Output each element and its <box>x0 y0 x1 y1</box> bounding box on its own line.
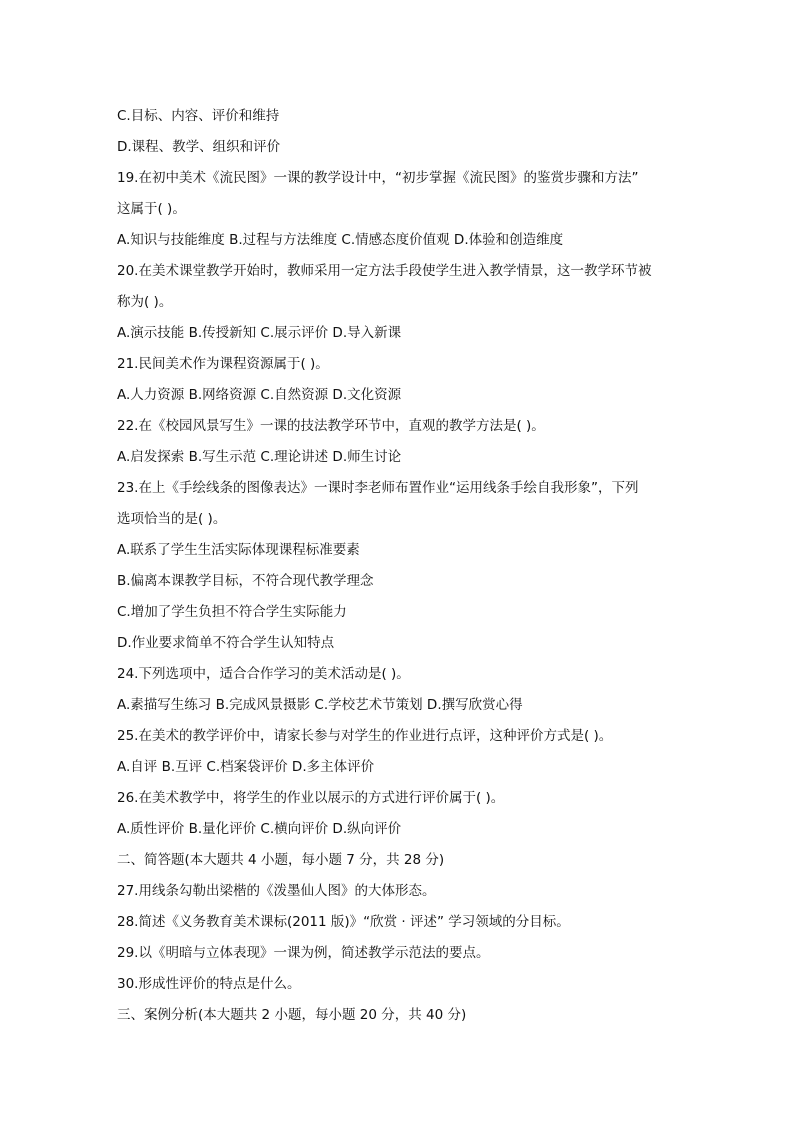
question-23-stem-cont: 选项恰当的是( )。 <box>117 511 227 527</box>
question-23-stem: 23.在上《手绘线条的图像表达》一课时李老师布置作业“运用线条手绘自我形象”，下列 <box>117 480 639 496</box>
question-30: 30.形成性评价的特点是什么。 <box>117 976 301 992</box>
question-20-stem-cont: 称为( )。 <box>117 294 173 310</box>
option-d-line: D.课程、教学、组织和评价 <box>117 139 281 155</box>
section-3-heading: 三、案例分析(本大题共 2 小题，每小题 20 分，共 40 分) <box>117 1007 467 1023</box>
question-28: 28.简述《义务教育美术课标(2011 版)》“欣赏 · 评述” 学习领域的分目标。 <box>117 914 570 930</box>
question-29: 29.以《明暗与立体表现》一课为例，简述教学示范法的要点。 <box>117 945 490 961</box>
question-19-stem-cont: 这属于( )。 <box>117 201 186 217</box>
question-24-stem: 24.下列选项中，适合合作学习的美术活动是( )。 <box>117 666 410 682</box>
question-21-stem: 21.民间美术作为课程资源属于( )。 <box>117 356 329 372</box>
question-26-options: A.质性评价 B.量化评价 C.横向评价 D.纵向评价 <box>117 821 402 837</box>
question-22-options: A.启发探索 B.写生示范 C.理论讲述 D.师生讨论 <box>117 449 402 465</box>
question-25-stem: 25.在美术的教学评价中，请家长参与对学生的作业进行点评，这种评价方式是( )。 <box>117 728 613 744</box>
question-20-options: A.演示技能 B.传授新知 C.展示评价 D.导入新课 <box>117 325 402 341</box>
question-26-stem: 26.在美术教学中，将学生的作业以展示的方式进行评价属于( )。 <box>117 790 505 806</box>
page-content <box>117 101 687 1031</box>
question-23-option-c: C.增加了学生负担不符合学生实际能力 <box>117 604 347 620</box>
question-27: 27.用线条勾勒出梁楷的《泼墨仙人图》的大体形态。 <box>117 883 436 899</box>
question-19-stem: 19.在初中美术《流民图》一课的教学设计中，“初步掌握《流民图》的鉴赏步骤和方法” <box>117 170 639 186</box>
question-25-options: A.自评 B.互评 C.档案袋评价 D.多主体评价 <box>117 759 375 775</box>
section-2-heading: 二、简答题(本大题共 4 小题，每小题 7 分，共 28 分) <box>117 852 445 868</box>
question-23-option-b: B.偏离本课教学目标，不符合现代教学理念 <box>117 573 374 589</box>
question-21-options: A.人力资源 B.网络资源 C.自然资源 D.文化资源 <box>117 387 402 403</box>
question-22-stem: 22.在《校园风景写生》一课的技法教学环节中，直观的教学方法是( )。 <box>117 418 545 434</box>
question-20-stem: 20.在美术课堂教学开始时，教师采用一定方法手段使学生进入教学情景，这一教学环节被 <box>117 263 652 279</box>
option-c-line: C.目标、内容、评价和维持 <box>117 108 280 124</box>
question-24-options: A.素描写生练习 B.完成风景摄影 C.学校艺术节策划 D.撰写欣赏心得 <box>117 697 523 713</box>
question-23-option-a: A.联系了学生生活实际体现课程标准要素 <box>117 542 360 558</box>
question-23-option-d: D.作业要求简单不符合学生认知特点 <box>117 635 335 651</box>
question-19-options: A.知识与技能维度 B.过程与方法维度 C.情感态度价值观 D.体验和创造维度 <box>117 232 564 248</box>
